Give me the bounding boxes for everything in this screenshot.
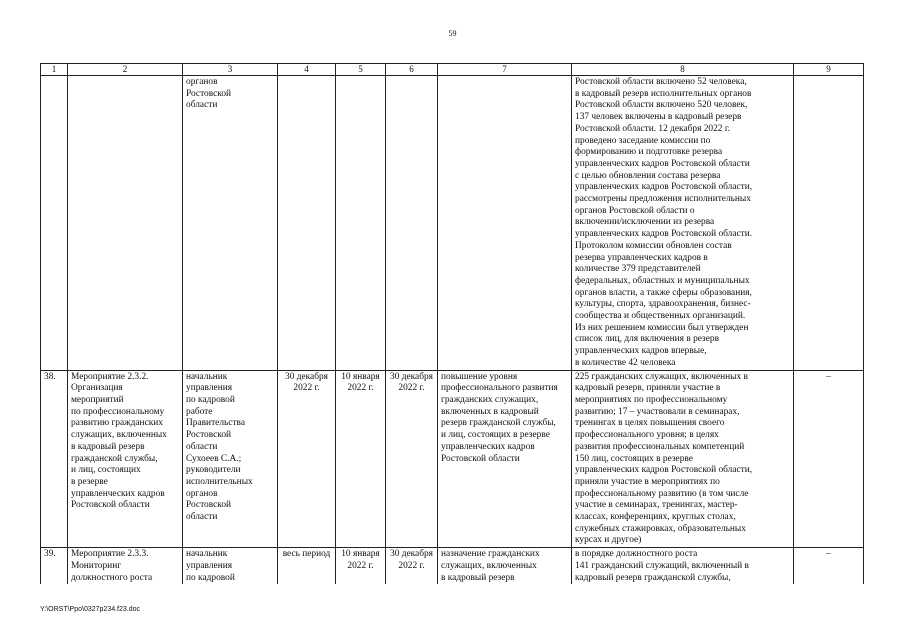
- start-date-cell: [336, 76, 386, 371]
- table-body: [41, 76, 864, 585]
- cell-text-line: мероприятий: [71, 394, 124, 405]
- cell-text-line: Сухоеев С.А.;: [186, 453, 242, 464]
- cell-text-line: в порядке должностного роста: [575, 549, 698, 560]
- cell-text-line: исполнительных: [186, 476, 253, 487]
- cell-text-line: и лиц, состоящих в резерве: [441, 430, 550, 441]
- notes-cell: [794, 548, 864, 585]
- measures-table: [40, 63, 864, 584]
- file-path-footer: Y:\ORST\Ppo\0327p234.f23.doc: [40, 606, 141, 613]
- row-number-cell: [41, 76, 68, 371]
- cell-text-line: органов власти, а также сферы образования,: [575, 287, 752, 298]
- cell-text-line: гражданской службы,: [71, 453, 158, 464]
- cell-text-line: Из них решением комиссии был утвержден: [575, 322, 749, 333]
- cell-text-line: начальник: [186, 549, 228, 560]
- column-number: 5: [336, 64, 386, 76]
- cell-text-line: Ростовской: [186, 88, 232, 99]
- start-date-cell: [336, 370, 386, 548]
- column-number: 9: [794, 64, 864, 76]
- responsible-cell: [183, 370, 278, 548]
- end-date-cell: [386, 548, 438, 585]
- expected-result-cell: [438, 548, 572, 585]
- cell-text-line: по профессиональному: [71, 406, 165, 417]
- cell-text-line: приняли участие в мероприятиях по: [575, 476, 720, 487]
- column-number: 7: [438, 64, 572, 76]
- cell-text-line: в резерве: [71, 476, 108, 487]
- cell-text-line: по кадровой: [186, 394, 235, 405]
- cell-text-line: органов: [186, 77, 218, 87]
- cell-text-line: весь период: [282, 549, 331, 560]
- cell-text-line: резерва управленческих кадров в: [575, 252, 708, 263]
- cell-text-line: в кадровый резерв: [71, 441, 145, 452]
- cell-text-line: Ростовской: [186, 500, 232, 511]
- cell-text-line: управления: [186, 383, 233, 394]
- end-date-cell: [386, 370, 438, 548]
- cell-text-line: управления: [186, 560, 233, 571]
- table-row: [41, 548, 864, 585]
- start-date-cell: [336, 548, 386, 585]
- deadline-cell: [278, 370, 336, 548]
- cell-text-line: 2022 г.: [347, 383, 374, 394]
- cell-text-line: профессионального развития: [441, 383, 558, 394]
- cell-text-line: развитию гражданских: [71, 418, 163, 429]
- cell-text-line: области: [186, 512, 218, 523]
- page-number: 59: [448, 29, 457, 38]
- cell-text-line: профессионального уровня; в целях: [575, 430, 719, 441]
- notes-cell: [794, 370, 864, 548]
- cell-text-line: список лиц, для включения в резерв: [575, 334, 720, 345]
- column-number: 6: [386, 64, 438, 76]
- table-row: [41, 76, 864, 371]
- cell-text-line: 10 января: [341, 371, 380, 382]
- cell-text-line: 137 человек включены в кадровый резерв: [575, 112, 742, 123]
- measure-name-cell: [68, 370, 183, 548]
- cell-text-line: управленческих кадров: [71, 488, 165, 499]
- column-number: 4: [278, 64, 336, 76]
- cell-text-line: включенных в кадровый: [441, 406, 539, 417]
- cell-text-line: 150 лиц, состоящих в резерве: [575, 453, 693, 464]
- cell-text-line: 2022 г.: [398, 560, 425, 571]
- actual-result-cell: [572, 76, 794, 371]
- cell-text-line: Протоколом комиссии обновлен состав: [575, 240, 732, 251]
- cell-text-line: по кадровой: [186, 572, 235, 583]
- cell-text-line: 2022 г.: [398, 383, 425, 394]
- cell-text-line: профессиональному развитию (в том числе: [575, 488, 749, 499]
- cell-text-line: 225 гражданских служащих, включенных в: [575, 371, 748, 382]
- cell-text-line: 10 января: [341, 549, 380, 560]
- cell-text-line: сообщества и общественных организаций.: [575, 311, 746, 322]
- cell-text-line: формированию и подготовке резерва: [575, 147, 723, 158]
- cell-text-line: кадровый резерв гражданской службы,: [575, 572, 731, 583]
- cell-text-line: Ростовской области: [71, 500, 150, 511]
- cell-text-line: 38.: [44, 371, 56, 382]
- end-date-cell: [386, 76, 438, 371]
- cell-text-line: в количестве 42 человека: [575, 357, 676, 368]
- column-number-row: [41, 64, 864, 76]
- cell-text-line: проведено заседание комиссии по: [575, 135, 711, 146]
- cell-text-line: 39.: [44, 549, 56, 560]
- cell-text-line: и лиц, состоящих: [71, 465, 141, 476]
- cell-text-line: культуры, спорта, здравоохранения, бизнес-: [575, 299, 751, 310]
- cell-text-line: резерв гражданской службы,: [441, 418, 556, 429]
- cell-text-line: 30 декабря: [390, 549, 433, 560]
- cell-text-line: 2022 г.: [293, 383, 320, 394]
- cell-text-line: включении/исключении из резерва: [575, 217, 715, 228]
- cell-text-line: Правительства: [186, 418, 245, 429]
- cell-text-line: курсах и другое): [575, 535, 642, 546]
- expected-result-cell: [438, 370, 572, 548]
- cell-text-line: органов: [186, 488, 218, 499]
- cell-text-line: федеральных, областных и муниципальных: [575, 275, 750, 286]
- cell-text-line: Ростовской области включено 52 человека,: [575, 77, 747, 87]
- cell-text-line: Мероприятие 2.3.3.: [71, 549, 149, 560]
- cell-text-line: служащих, включенных: [441, 560, 537, 571]
- cell-text-line: Ростовской: [186, 430, 232, 441]
- cell-text-line: должностного роста: [71, 572, 153, 583]
- measure-name-cell: [68, 76, 183, 371]
- table-row: [41, 370, 864, 548]
- column-number: 3: [183, 64, 278, 76]
- cell-text-line: 30 декабря: [390, 371, 433, 382]
- cell-text-line: мероприятиях по профессиональному: [575, 394, 728, 405]
- cell-text-line: руководители: [186, 465, 241, 476]
- responsible-cell: [183, 548, 278, 585]
- column-number: 8: [572, 64, 794, 76]
- cell-text-line: классах, конференциях, круглых столах,: [575, 512, 736, 523]
- cell-text-line: начальник: [186, 371, 228, 382]
- cell-text-line: Ростовской области: [441, 453, 520, 464]
- responsible-cell: [183, 76, 278, 371]
- cell-text-line: управленческих кадров: [441, 441, 535, 452]
- cell-text-line: участие в семинарах, тренингах, мастер-: [575, 500, 738, 511]
- cell-text-line: количестве 379 представителей: [575, 264, 701, 275]
- deadline-cell: [278, 548, 336, 585]
- cell-text-line: в кадровый резерв: [441, 572, 515, 583]
- cell-text-line: Ростовской области включено 520 человек,: [575, 100, 748, 111]
- cell-text-line: органов Ростовской области о: [575, 205, 695, 216]
- cell-text-line: служащих, включенных: [71, 430, 167, 441]
- actual-result-cell: [572, 548, 794, 585]
- cell-text-line: в кадровый резерв исполнительных органов: [575, 88, 752, 99]
- actual-result-cell: [572, 370, 794, 548]
- cell-text-line: работе: [186, 406, 213, 417]
- cell-text-line: тренингах в целях повышения своего: [575, 418, 725, 429]
- cell-text-line: управленческих кадров Ростовской области,: [575, 182, 753, 193]
- row-number-cell: [41, 370, 68, 548]
- cell-text-line: управленческих кадров Ростовской области: [575, 158, 750, 169]
- cell-text-line: с целью обновления состава резерва: [575, 170, 721, 181]
- cell-text-line: кадровый резерв, приняли участие в: [575, 383, 721, 394]
- cell-text-line: 141 гражданский служащий, включенный в: [575, 560, 749, 571]
- cell-text-line: развитию; 17 – участвовали в семинарах,: [575, 406, 740, 417]
- expected-result-cell: [438, 76, 572, 371]
- cell-text-line: области: [186, 100, 218, 111]
- cell-text-line: управленческих кадров Ростовской области,: [575, 465, 753, 476]
- deadline-cell: [278, 76, 336, 371]
- cell-text-line: управленческих кадров впервые,: [575, 346, 707, 357]
- cell-text-line: области: [186, 441, 218, 452]
- row-number-cell: [41, 548, 68, 585]
- column-number: 1: [41, 64, 68, 76]
- cell-text-line: –: [826, 371, 831, 382]
- column-number: 2: [68, 64, 183, 76]
- cell-text-line: управленческих кадров Ростовской области.: [575, 229, 753, 240]
- cell-text-line: Организация: [71, 383, 123, 394]
- cell-text-line: –: [826, 549, 831, 560]
- cell-text-line: развития профессиональных компетенций: [575, 441, 745, 452]
- measure-name-cell: [68, 548, 183, 585]
- cell-text-line: 2022 г.: [347, 560, 374, 571]
- cell-text-line: назначение гражданских: [441, 549, 540, 560]
- notes-cell: [794, 76, 864, 371]
- cell-text-line: Мониторинг: [71, 560, 122, 571]
- cell-text-line: 30 декабря: [285, 371, 328, 382]
- cell-text-line: Мероприятие 2.3.2.: [71, 371, 149, 382]
- cell-text-line: служебных стажировках, образовательных: [575, 523, 746, 534]
- cell-text-line: рассмотрены предложения исполнительных: [575, 194, 751, 205]
- cell-text-line: гражданских служащих,: [441, 394, 539, 405]
- cell-text-line: Ростовской области. 12 декабря 2022 г.: [575, 123, 730, 134]
- cell-text-line: повышение уровня: [441, 371, 518, 382]
